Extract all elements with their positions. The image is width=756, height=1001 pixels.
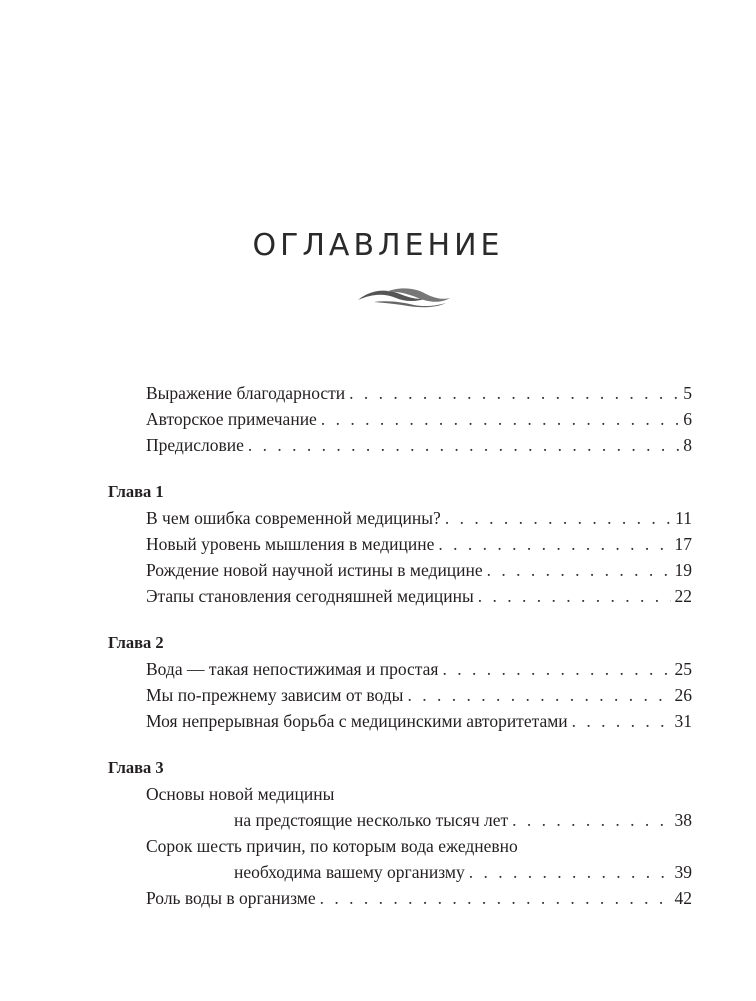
toc-entry-title: Выражение благодарности <box>146 383 346 403</box>
toc-entry-page: 8 <box>683 435 692 455</box>
table-of-contents <box>108 380 692 932</box>
page-title: ОГЛАВЛЕНИЕ <box>252 228 504 263</box>
dot-leader <box>445 505 671 531</box>
toc-entry-title: Моя непрерывная борьба с медицинскими авторитетами <box>146 711 568 731</box>
toc-entry-page: 17 <box>674 534 692 554</box>
toc-entry[interactable] <box>108 406 692 432</box>
toc-entry-title: Вода — такая непостижимая и простая <box>146 659 439 679</box>
toc-entry-title-continued: необходима вашему организму <box>234 862 465 882</box>
dot-leader <box>438 531 670 557</box>
dot-leader <box>407 682 670 708</box>
toc-entry[interactable] <box>108 432 692 458</box>
chapter-label: Глава 1 <box>108 482 164 501</box>
front-matter-group <box>108 380 692 458</box>
dot-leader <box>321 406 679 432</box>
toc-entry-page: 25 <box>674 659 692 679</box>
dot-leader <box>572 708 671 734</box>
toc-entry-page: 31 <box>674 711 692 731</box>
toc-entry[interactable] <box>108 505 692 531</box>
dot-leader <box>442 656 670 682</box>
toc-entry-page: 11 <box>675 508 692 528</box>
toc-entry-page: 42 <box>674 888 692 908</box>
wave-ornament-icon <box>356 286 452 308</box>
toc-entry[interactable] <box>108 583 692 609</box>
chapter-2-group <box>108 630 692 734</box>
toc-entry-title: Предисловие <box>146 435 244 455</box>
dot-leader <box>512 807 670 833</box>
toc-entry-title: В чем ошибка современной медицины? <box>146 508 441 528</box>
toc-entry-title: Новый уровень мышления в медицине <box>146 534 435 554</box>
toc-entry-title: Сорок шесть причин, по которым вода ежедневно <box>146 836 518 856</box>
dot-leader <box>487 557 671 583</box>
toc-entry-title: Авторское примечание <box>146 409 317 429</box>
chapter-1-group <box>108 479 692 609</box>
toc-entry-page: 38 <box>674 810 692 830</box>
dot-leader <box>349 380 679 406</box>
toc-entry-page: 26 <box>674 685 692 705</box>
toc-entry[interactable] <box>108 682 692 708</box>
toc-entry-page: 19 <box>674 560 692 580</box>
chapter-label: Глава 3 <box>108 758 164 777</box>
toc-entry[interactable] <box>108 656 692 682</box>
toc-entry-title: Роль воды в организме <box>146 888 316 908</box>
toc-entry-title: Рождение новой научной истины в медицине <box>146 560 483 580</box>
dot-leader <box>478 583 671 609</box>
dot-leader <box>469 859 671 885</box>
toc-entry-title: Основы новой медицины <box>146 784 335 804</box>
toc-entry-page: 22 <box>674 586 692 606</box>
chapter-label: Глава 2 <box>108 633 164 652</box>
toc-entry-page: 5 <box>683 383 692 403</box>
toc-entry[interactable] <box>108 885 692 911</box>
toc-entry-title: Этапы становления сегодняшней медицины <box>146 586 474 606</box>
toc-entry[interactable] <box>108 557 692 583</box>
toc-entry-title-continued: на предстоящие несколько тысяч лет <box>234 810 509 830</box>
toc-entry[interactable] <box>108 833 692 885</box>
toc-entry[interactable] <box>108 708 692 734</box>
toc-entry-page: 39 <box>674 862 692 882</box>
dot-leader <box>320 885 671 911</box>
toc-entry[interactable] <box>108 531 692 557</box>
chapter-3-group <box>108 755 692 911</box>
toc-entry-title: Мы по-прежнему зависим от воды <box>146 685 404 705</box>
toc-entry[interactable] <box>108 781 692 833</box>
toc-entry-page: 6 <box>683 409 692 429</box>
toc-entry[interactable] <box>108 380 692 406</box>
dot-leader <box>248 432 679 458</box>
